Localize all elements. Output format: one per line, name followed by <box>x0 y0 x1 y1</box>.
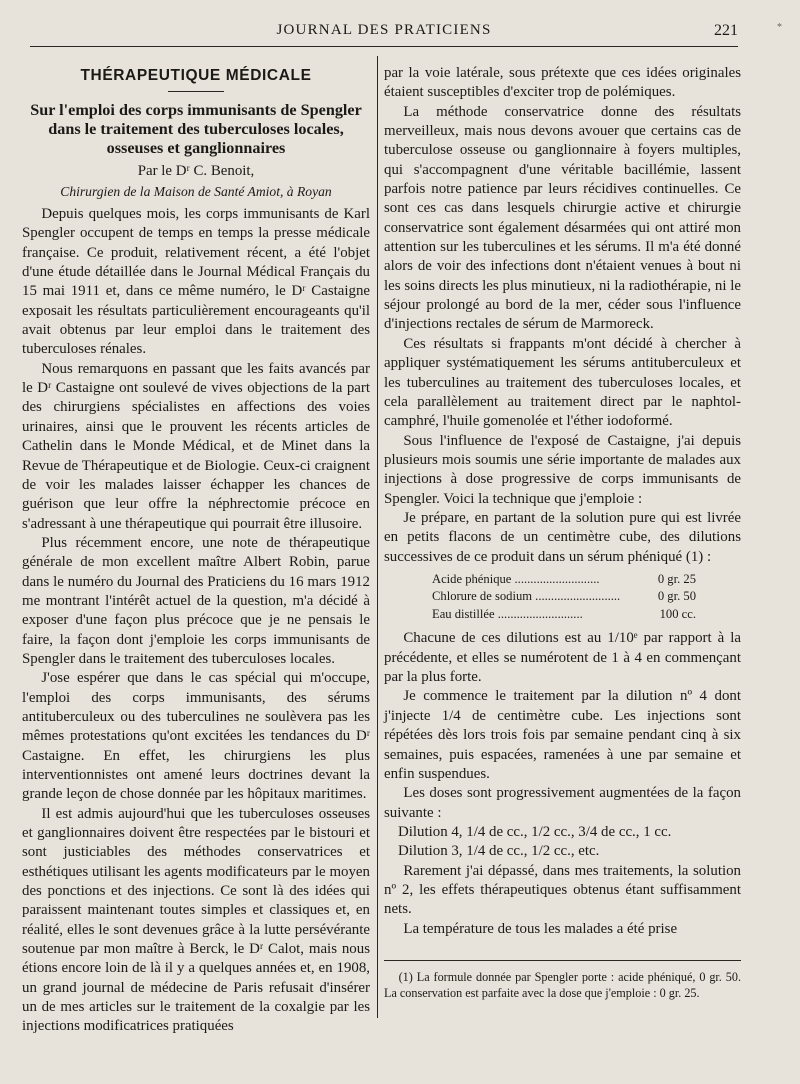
ingredient-quantity: 0 gr. 50 <box>657 589 696 604</box>
body-paragraph: Plus récemment encore, une note de thérapeutique générale de mon excellent maître Albert Robin, parue dans le numéro du Journal des Praticiens du 16 mars 1912 me montrant l'intérêt actuel de la question, m'a décidé à exposer d'une façon plus précoce que je ne pensais le faire, la façon dont j'emploie les corps immunisants de Spengler dans le traitement des tuberculoses locales. <box>22 534 370 667</box>
right-column <box>384 64 741 939</box>
title-rule <box>168 91 224 92</box>
body-paragraph: Je commence le traitement par la dilution nº 4 dont j'injecte 1/4 de centimètre cube. Les injections sont répétées dès lors trois fois par semaine pendant cinq à six semaines, puis espacées, ramenées à une par semaine et enfin suspendues. <box>384 688 741 782</box>
column-divider <box>377 56 378 1018</box>
byline: Par le Dʳ C. Benoit, <box>137 163 255 180</box>
formula-row <box>432 588 732 606</box>
body-paragraph: Nous remarquons en passant que les faits avancés par le Dʳ Castaigne ont soulevé de vives objections de la part des chirurgiens spécialistes en affections des voies urinaires, ainsi que le prouvent les récents articles de Cathelin dans le Monde Médical, et de Minet dans la Revue de Thérapeutique et de Biologie. Ceux-ci craignent de voir les malades laisser échapper les chances de guérison que leur offre la néphrectomie précoce en s'adressant à une thérapeutique qui pourrait être illusoire. <box>22 360 370 532</box>
dose-line: Dilution 4, 1/4 de cc., 1/2 cc., 3/4 de cc., 1 cc. <box>398 823 672 840</box>
running-head <box>30 20 738 47</box>
page-number: 221 <box>714 22 738 39</box>
journal-title: JOURNAL DES PRATICIENS <box>276 22 492 38</box>
section-title: THÉRAPEUTIQUE MÉDICALE <box>80 67 312 84</box>
article-title: Sur l'emploi des corps immunisants de Spengler dans le traitement des tuberculoses locales, osseuses et ganglionnaires <box>30 101 362 158</box>
body-paragraph: La température de tous les malades a été prise <box>403 920 678 937</box>
body-paragraph: La méthode conservatrice donne des résultats merveilleux, mais nous devons avouer que certains cas de tuberculose osseuse ou ganglionnaire à foyers multiples, qui s'accompagnent d'une véritable bacillémie, lassent parfois notre patience par leurs récidives continuelles. Ce sont ces cas dans lesquels chirurgie active et chirurgie conservatrice sont également désarmées qui ont attiré mon attention sur les tuberculines et les sérums. Il m'a été donné alors de voir des infections dont n'étaient venues à bout ni les soins directs les plus minutieux, ni la radiothérapie, ni le séjour prolongé au bord de la mer, céder sous l'influence d'injections rectales de sérum de Marmoreck. <box>384 103 741 333</box>
formula-row <box>432 606 732 624</box>
body-paragraph: Chacune de ces dilutions est au 1/10ᵉ par rapport à la précédente, et elles se numérotent de 1 à 4 en commençant par la plus forte. <box>384 630 741 686</box>
body-paragraph: Sous l'influence de l'exposé de Castaigne, j'ai depuis plusieurs mois soumis une série importante de malades aux injections à dose progressive de corps immunisants de Spengler. Voici la technique que j'emploie : <box>384 432 741 507</box>
ingredient-quantity: 0 gr. 25 <box>657 571 696 586</box>
author-affiliation: Chirurgien de la Maison de Santé Amiot, à Royan <box>60 183 332 199</box>
body-paragraph: J'ose espérer que dans le cas spécial qui m'occupe, l'emploi des corps immunisants, des sérums antituberculeux ou des tuberculines ne soulèvera pas les mêmes protestations qu'ont excitées les tendances du Dʳ Castaigne. En effet, les chirurgiens les plus interventionnistes ont amené leurs doctrines devant la grande leçon de chose donnée par les hôpitaux maritimes. <box>22 670 370 803</box>
body-paragraph: par la voie latérale, sous prétexte que ces idées originales étaient susceptibles d'exciter trop de polémiques. <box>384 65 741 101</box>
body-paragraph: Je prépare, en partant de la solution pure qui est livrée en petits flacons de un centimètre cube, des dilutions successives de ce produit dans un sérum phéniqué (1) : <box>384 509 741 565</box>
body-paragraph: Depuis quelques mois, les corps immunisants de Karl Spengler occupent de temps en temps la presse médicale française. Ce produit, relativement récent, a été l'objet d'une étude détaillée dans le Journal Médical Français du 15 mai 1911 et, dans ce même numéro, le Dʳ Castaigne exposait les résultats particulièrement encourageants qu'il avait obtenus par leur emploi dans le traitement des tuberculoses rénales. <box>22 206 370 358</box>
footnote-rule <box>384 960 741 961</box>
body-paragraph: Il est admis aujourd'hui que les tuberculoses osseuses et ganglionnaires doivent être respectées par le bistouri et sont justiciables des méthodes conservatrices et esthétiques utilisant les agents modificateurs par le moyen des ponctions et des injections. Ce sont là des idées qui paraissent maintenant toutes simples et classiques et, en réalité, elles le sont devenues grâce à la lutte persévérante soutenue par mon maître à Berck, le Dʳ Calot, mais nous étions encore loin de là il y a quelques années et, en 1908, un grand journal de médecine de Paris refusait d'insérer un de mes articles sur le traitement de la coxalgie par les injections modificatrices pratiquées <box>22 805 370 1035</box>
ingredient-name: Acide phénique ........................... <box>432 571 600 586</box>
corner-mark: * <box>777 22 782 33</box>
ingredient-name: Eau distillée ........................... <box>432 606 583 621</box>
ingredient-name: Chlorure de sodium ........................... <box>432 589 621 604</box>
dose-line: Dilution 3, 1/4 de cc., 1/2 cc., etc. <box>398 843 600 860</box>
body-paragraph: Ces résultats si frappants m'ont décidé à chercher à appliquer systématiquement les sérums antituberculeux et les tuberculines au traitement des tuberculoses locales, et cela parallèlement au traitement direct par le naphtol-camphré, l'huile gomenolée et l'éther iodoformé. <box>384 335 741 430</box>
left-column <box>22 64 370 1037</box>
ingredient-quantity: 100 cc. <box>659 606 696 621</box>
body-paragraph: Les doses sont progressivement augmentées de la façon suivante : <box>384 785 741 821</box>
footnote: (1) La formule donnée par Spengler porte : acide phéniqué, 0 gr. 50. La conservation est parfaite avec la dose que j'emploie : 0 gr. 25. <box>384 970 741 1000</box>
body-paragraph: Rarement j'ai dépassé, dans mes traitements, la solution nº 2, les effets thérapeutiques obtenus étant suffisamment nets. <box>384 862 741 918</box>
formula-table <box>432 571 732 624</box>
formula-row <box>432 571 732 589</box>
